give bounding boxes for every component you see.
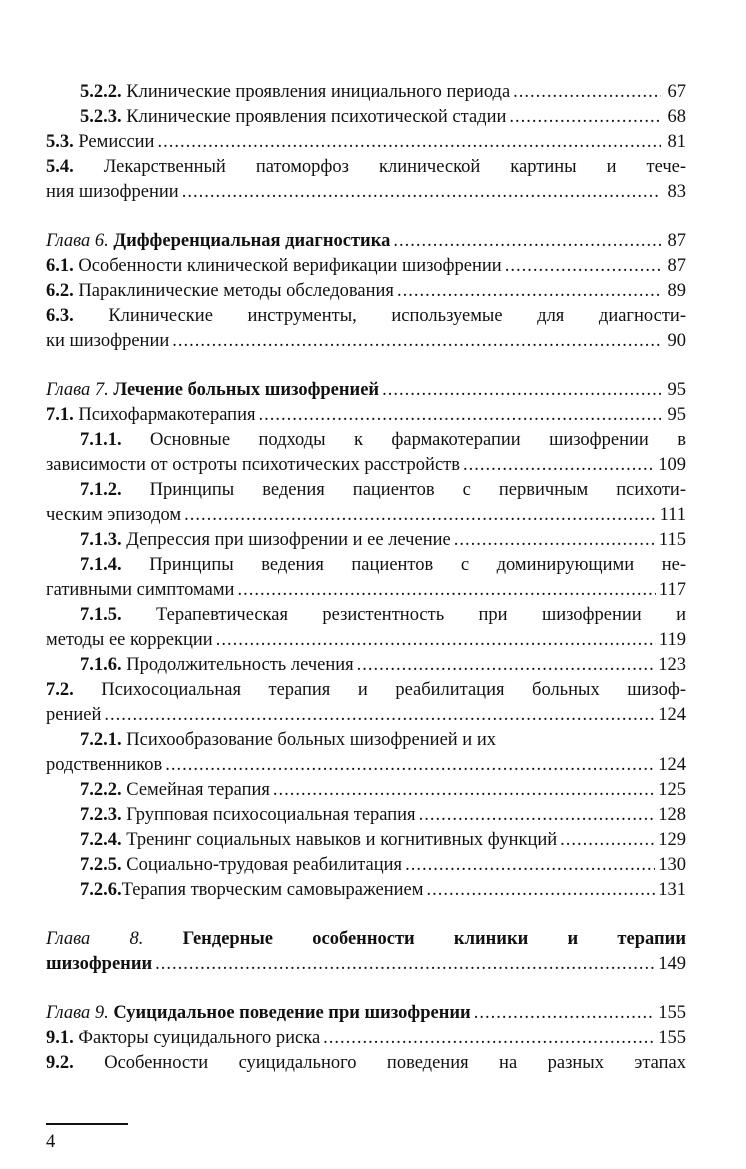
section-number: 7.1.3. [80,530,122,550]
entry-title: Продолжительность лечения [121,655,354,675]
page-ref: 129 [658,830,686,850]
page-ref: 119 [658,630,686,650]
page-ref: 109 [658,455,686,475]
section-number: 7.2.2. [80,780,122,800]
entry-title: ренией [46,705,102,725]
page-ref: 87 [667,256,686,276]
entry-title: Принципы ведения пациентов с первичным психоти- [121,480,686,500]
page-ref: 83 [667,182,686,202]
dot-leader [393,229,661,254]
page-ref: 117 [658,580,686,600]
chapter-label: Глава 9. [46,1003,109,1023]
section-number: 7.2.4. [80,830,122,850]
page-ref: 115 [658,530,686,550]
entry-title: зависимости от остроты психотических расстройств [46,455,460,475]
toc-entry [46,1051,686,1076]
page-ref: 111 [659,505,686,525]
toc-entry [46,553,686,603]
page-ref: 155 [658,1003,686,1023]
section-number: 7.1.6. [80,655,122,675]
dot-leader [216,628,656,653]
page-ref: 124 [658,705,686,725]
toc-entry [46,254,686,279]
entry-title: ки шизофрении [46,331,170,351]
section-gap [46,977,686,1001]
section-number: 7.2. [46,680,74,700]
section-number: 7.1.5. [80,605,122,625]
dot-leader [258,403,661,428]
page-number: 4 [46,1132,56,1152]
toc-chapter-entry [46,927,686,977]
section-number: 7.1.4. [80,555,122,575]
page-ref: 95 [667,405,686,425]
section-number: 9.2. [46,1053,74,1073]
section-gap [46,354,686,378]
toc-chapter-entry [46,1001,686,1026]
section-number: 6.2. [46,281,74,301]
section-number: 9.1. [46,1028,74,1048]
entry-title: Групповая психосоциальная терапия [121,805,416,825]
table-of-contents [46,80,686,1076]
section-gap [46,205,686,229]
footer-rule [46,1123,128,1125]
entry-title: Факторы суицидального риска [73,1028,321,1048]
dot-leader [560,828,655,853]
dot-leader [463,453,655,478]
dot-leader [505,254,661,279]
toc-entry [46,828,686,853]
entry-title: шизофрении [46,954,153,974]
entry-title: Лекарственный патоморфоз клинической картины и тече- [73,157,686,177]
entry-title: Гендерные особенности клиники и терапии [143,929,686,949]
toc-entry [46,478,686,528]
chapter-label: Глава 8. [46,929,144,949]
entry-title: Тренинг социальных навыков и когнитивных функций [121,830,558,850]
dot-leader [165,753,655,778]
toc-entry [46,304,686,354]
toc-entry [46,155,686,205]
section-number: 7.2.3. [80,805,122,825]
section-number: 7.1.2. [80,480,122,500]
toc-entry [46,878,686,903]
dot-leader [474,1001,656,1026]
entry-title: Основные подходы к фармакотерапии шизофрении в [121,430,686,450]
toc-chapter-entry [46,378,686,403]
dot-leader [182,180,661,205]
entry-title: ния шизофрении [46,182,179,202]
page-ref: 68 [667,107,686,127]
dot-leader [513,80,661,105]
dot-leader [155,952,655,977]
toc-entry [46,653,686,678]
dot-leader [426,878,655,903]
entry-title: Особенности суицидального поведения на разных этапах [73,1053,686,1073]
dot-leader [357,653,656,678]
section-number: 5.4. [46,157,74,177]
entry-title: Суицидальное поведение при шизофрении [108,1003,471,1023]
page-ref: 89 [667,281,686,301]
page-ref: 130 [658,855,686,875]
toc-entry [46,778,686,803]
page-ref: 155 [658,1028,686,1048]
section-number: 7.2.6. [80,880,122,900]
entry-title: Терапия творческим самовыражением [121,880,424,900]
dot-leader [397,279,661,304]
dot-leader [237,578,655,603]
entry-title: Ремиссии [73,132,155,152]
entry-title: Лечение больных шизофренией [108,380,380,400]
section-number: 6.1. [46,256,74,276]
section-number: 5.2.3. [80,107,122,127]
page-ref: 81 [667,132,686,152]
page-ref: 95 [667,380,686,400]
entry-title: Клинические инструменты, используемые для диагности- [73,306,686,326]
dot-leader [382,378,661,403]
page-ref: 149 [658,954,686,974]
toc-entry [46,678,686,728]
dot-leader [323,1026,655,1051]
page-ref: 67 [667,82,686,102]
toc-entry [46,279,686,304]
page-ref: 87 [667,231,686,251]
entry-title: Особенности клинической верификации шизофрении [73,256,502,276]
entry-title: Психообразование больных шизофренией и их [121,730,496,750]
entry-title: родственников [46,755,163,775]
entry-title: Клинические проявления инициального периода [121,82,511,102]
entry-title: ческим эпизодом [46,505,182,525]
entry-title: Психофармакотерапия [73,405,256,425]
section-number: 5.3. [46,132,74,152]
toc-entry [46,403,686,428]
dot-leader [184,503,657,528]
page-ref: 123 [658,655,686,675]
entry-title: Дифференциальная диагностика [108,231,391,251]
dot-leader [273,778,655,803]
dot-leader [104,703,655,728]
section-number: 7.2.1. [80,730,122,750]
dot-leader [157,130,661,155]
chapter-label: Глава 7. [46,380,109,400]
entry-title: гативными симптомами [46,580,235,600]
section-gap [46,903,686,927]
dot-leader [509,105,661,130]
toc-chapter-entry [46,229,686,254]
entry-title: Социально-трудовая реабилитация [121,855,403,875]
page-ref: 90 [667,331,686,351]
section-number: 7.1.1. [80,430,122,450]
toc-entry [46,130,686,155]
page-ref: 125 [658,780,686,800]
entry-title: Психосоциальная терапия и реабилитация больных шизоф- [73,680,686,700]
entry-title: Депрессия при шизофрении и ее лечение [121,530,451,550]
section-number: 7.1. [46,405,74,425]
page-ref: 131 [658,880,686,900]
page-ref: 128 [658,805,686,825]
chapter-label: Глава 6. [46,231,109,251]
toc-entry [46,803,686,828]
dot-leader [419,803,656,828]
toc-entry [46,105,686,130]
section-number: 6.3. [46,306,74,326]
toc-entry [46,1026,686,1051]
entry-title: Клинические проявления психотической стадии [121,107,507,127]
section-number: 5.2.2. [80,82,122,102]
toc-entry [46,428,686,478]
toc-entry [46,80,686,105]
toc-entry [46,528,686,553]
page-ref: 124 [658,755,686,775]
section-number: 7.2.5. [80,855,122,875]
toc-entry [46,603,686,653]
dot-leader [454,528,656,553]
dot-leader [172,329,661,354]
entry-title: Принципы ведения пациентов с доминирующими не- [121,555,686,575]
entry-title: Семейная терапия [121,780,270,800]
toc-entry [46,728,686,778]
entry-title: Терапевтическая резистентность при шизофрении и [121,605,686,625]
dot-leader [405,853,655,878]
entry-title: Параклинические методы обследования [73,281,394,301]
toc-entry [46,853,686,878]
entry-title: методы ее коррекции [46,630,213,650]
